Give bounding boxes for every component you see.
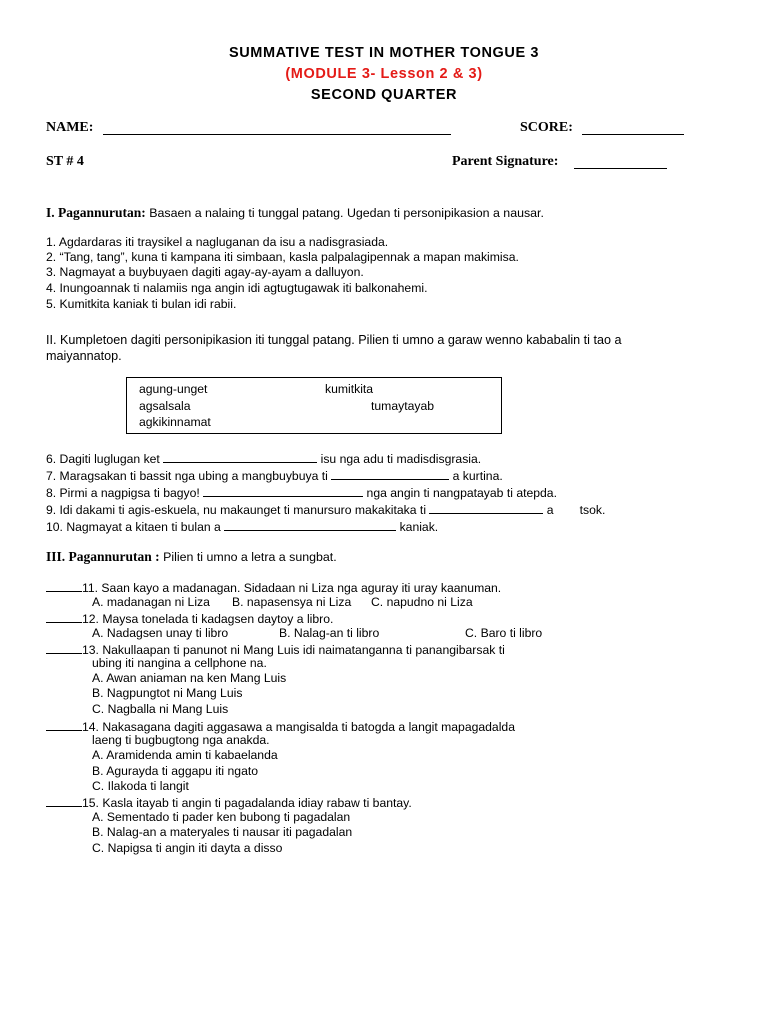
word-choice: agung-unget [139, 382, 208, 396]
answer-blank[interactable] [429, 501, 543, 514]
option: B. Nagpungtot ni Mang Luis [92, 686, 243, 700]
section-1-item: 5. Kumitkita kaniak ti bulan idi rabii. [46, 297, 237, 311]
question-15 [46, 794, 412, 811]
answer-blank[interactable] [203, 484, 363, 497]
item-text: tsok. [579, 503, 606, 517]
item-text: 10. Nagmayat a kitaen ti bulan a [46, 520, 225, 534]
answer-blank[interactable] [46, 579, 82, 592]
section-2-item [46, 501, 605, 518]
section-1-instruction: Basaen a nalaing ti tunggal patang. Ugedan ti personipikasion a nausar. [145, 206, 544, 220]
option: B. napasensya ni Liza [232, 595, 352, 609]
section-1-item: 2. “Tang, tang”, kuna ti kampana iti simbaan, kasla palpalagipennak a mapan makimisa. [46, 250, 519, 264]
word-choice: tumaytayab [371, 399, 435, 413]
item-text: 7. Maragsakan ti bassit nga ubing a mangbuybuya ti [46, 469, 332, 483]
section-1-title: I. Pagannurutan: [46, 205, 146, 220]
item-text: 6. Dagiti luglugan ket [46, 452, 164, 466]
section-1-item: 4. Inungoannak ti nalamiis nga angin idi agtugtugawak iti balkonahemi. [46, 281, 428, 295]
st-label: ST # 4 [46, 154, 84, 169]
option: C. Ilakoda ti langit [92, 779, 189, 793]
question-stem-cont: laeng ti bugbugtong nga anakda. [92, 733, 270, 747]
option: C. Baro ti libro [465, 626, 543, 640]
item-text: nga angin ti nangpatayab ti atepda. [363, 486, 557, 500]
question-stem: 14. Nakasagana dagiti aggasawa a mangisalda ti batogda a langit mapagadalda [82, 720, 515, 734]
answer-blank[interactable] [46, 641, 82, 654]
section-1-heading [46, 205, 544, 221]
question-stem: 15. Kasla itayab ti angin ti pagadalanda idiay rabaw ti bantay. [82, 796, 412, 810]
item-text: isu nga adu ti madisdisgrasia. [317, 452, 482, 466]
section-1-item: 1. Agdardaras iti traysikel a nagluganan da isu a nadisgrasiada. [46, 235, 389, 249]
option: A. madanagan ni Liza [92, 595, 210, 609]
score-label: SCORE: [520, 120, 573, 135]
module-subtitle: (MODULE 3- Lesson 2 & 3) [285, 66, 483, 82]
option: A. Sementado ti pader ken bubong ti pagadalan [92, 810, 351, 824]
option: C. Napigsa ti angin iti dayta a disso [92, 841, 283, 855]
answer-blank[interactable] [46, 718, 82, 731]
item-text: a [543, 503, 554, 517]
answer-blank[interactable] [163, 450, 317, 463]
section-3-heading [46, 549, 337, 565]
quarter-subtitle: SECOND QUARTER [310, 87, 458, 103]
question-12 [46, 610, 333, 627]
section-2-instruction: II. Kumpletoen dagiti personipikasion iti tunggal patang. Pilien ti umno a garaw wenno kababalin ti tao a [46, 333, 622, 347]
word-choice-box [126, 377, 502, 434]
option: C. napudno ni Liza [371, 595, 473, 609]
option: C. Nagballa ni Mang Luis [92, 702, 229, 716]
item-text: 9. Idi dakami ti agis-eskuela, nu makaunget ti manursuro makakitaka ti [46, 503, 430, 517]
question-11 [46, 579, 501, 596]
item-text: kaniak. [396, 520, 439, 534]
answer-blank[interactable] [224, 518, 396, 531]
question-stem: 13. Nakullaapan ti panunot ni Mang Luis idi naimatanganna ti panangibarsak ti [82, 643, 505, 657]
section-2-item [46, 450, 481, 467]
word-choice: agsalsala [139, 399, 191, 413]
section-2-item [46, 518, 438, 535]
answer-blank[interactable] [331, 467, 449, 480]
word-choice: kumitkita [325, 382, 374, 396]
section-2-item [46, 467, 503, 484]
section-3-title: III. Pagannurutan : [46, 549, 160, 564]
option: B. Nalag-an a materyales ti nausar iti pagadalan [92, 825, 353, 839]
question-stem: 12. Maysa tonelada ti kadagsen daytoy a libro. [82, 612, 334, 626]
section-1-item: 3. Nagmayat a buybuyaen dagiti agay-ay-ayam a dalluyon. [46, 265, 364, 279]
option: A. Nadagsen unay ti libro [92, 626, 229, 640]
option: B. Agurayda ti aggapu iti ngato [92, 764, 259, 778]
score-field[interactable] [582, 121, 684, 135]
answer-blank[interactable] [46, 794, 82, 807]
parent-signature-label: Parent Signature: [452, 154, 559, 169]
section-2-item [46, 484, 557, 501]
name-label: NAME: [46, 120, 94, 135]
option: A. Aramidenda amin ti kabaelanda [92, 748, 278, 762]
test-title: SUMMATIVE TEST IN MOTHER TONGUE 3 [228, 45, 540, 61]
item-text: 8. Pirmi a nagpigsa ti bagyo! [46, 486, 204, 500]
section-2-instruction-cont: maiyannatop. [46, 349, 122, 363]
question-stem: 11. Saan kayo a madanagan. Sidadaan ni Liza nga aguray iti uray kaanuman. [82, 581, 502, 595]
question-stem-cont: ubing iti nangina a cellphone na. [92, 656, 267, 670]
item-text: a kurtina. [449, 469, 503, 483]
option: A. Awan aniaman na ken Mang Luis [92, 671, 287, 685]
option: B. Nalag-an ti libro [279, 626, 380, 640]
word-choice: agkikinnamat [139, 415, 211, 429]
section-3-instruction: Pilien ti umno a letra a sungbat. [159, 550, 337, 564]
answer-blank[interactable] [46, 610, 82, 623]
parent-signature-field[interactable] [574, 155, 667, 169]
name-field[interactable] [103, 121, 451, 135]
